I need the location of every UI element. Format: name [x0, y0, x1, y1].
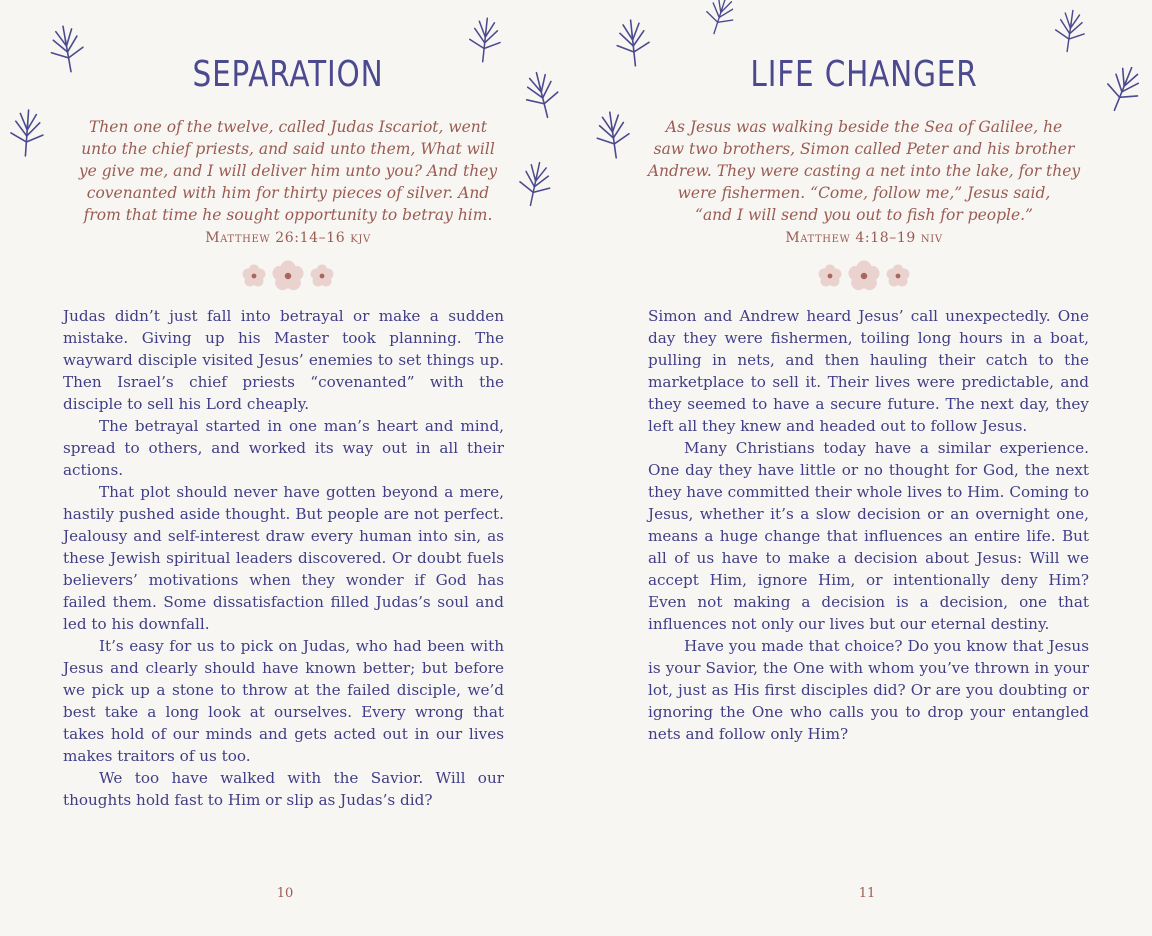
scripture-quote — [0, 116, 576, 250]
verse-line: from that time he sought opportunity to betray him. — [83, 206, 493, 224]
verse-line: “and I will send you out to fish for people.” — [695, 206, 1033, 224]
verse-line: unto the chief priests, and said unto them, What will — [81, 140, 495, 158]
flower-trio-icon — [576, 258, 1152, 298]
page-number: 11 — [858, 886, 876, 901]
verse-line: covenanted with him for thirty pieces of silver. And — [86, 184, 490, 202]
botanical-sprig-icon — [1092, 55, 1152, 122]
verse-line: Andrew. They were casting a net into the lake, for they — [647, 162, 1081, 180]
botanical-sprig-icon — [1049, 4, 1092, 59]
body-paragraph: The betrayal started in one man’s heart and mind, spread to others, and worked its way out in all their actions. — [63, 417, 504, 479]
body-paragraph: Many Christians today have a similar experience. One day they have little or no thought for God, the next they have committed their whole lives to Him. Coming to Jesus, whether it’s a slow decision or an overnight one, means a huge change that influences an entire life. But all of us have to make a decision about Jesus: Will we accept Him, ignore Him, or intentionally deny Him? Even not making a decision is a decision, one that influences not only our lives but our eternal destiny. — [648, 439, 1089, 633]
body-paragraph: It’s easy for us to pick on Judas, who had been with Jesus and clearly should have known better; but before we pick up a stone to throw at the failed disciple, we’d best take a long look at ourselves. Every wrong that takes hold of our minds and gets acted out in our lives makes traitors of us too. — [63, 637, 504, 765]
flower-trio-icon — [0, 258, 576, 298]
verse-line: ye give me, and I will deliver him unto you? And they — [78, 162, 498, 180]
page-title: SEPARATION — [192, 54, 384, 95]
scripture-reference: Matthew 26:14–16 kjv — [205, 230, 371, 246]
scripture-reference: Matthew 4:18–19 niv — [785, 230, 943, 246]
verse-line: As Jesus was walking beside the Sea of Galilee, he — [665, 118, 1063, 136]
devotional-body — [648, 305, 1089, 745]
scripture-quote — [576, 116, 1152, 250]
botanical-sprig-icon — [694, 0, 746, 43]
body-paragraph: Simon and Andrew heard Jesus’ call unexpectedly. One day they were fishermen, toiling long hours in a boat, pulling in nets, and then hauling their catch to the marketplace to sell it. Their lives were predictable, and they seemed to have a secure future. The next day, they left all they knew and headed out to follow Jesus. — [648, 307, 1089, 435]
right-page — [576, 0, 1152, 936]
body-paragraph: Judas didn’t just fall into betrayal or make a sudden mistake. Giving up his Master took planning. The wayward disciple visited Jesus’ enemies to set things up. Then Israel’s chief priests “covenanted” with the disciple to sell his Lord cheaply. — [63, 307, 504, 413]
verse-line: saw two brothers, Simon called Peter and his brother — [653, 140, 1075, 158]
page-title: LIFE CHANGER — [750, 54, 978, 95]
body-paragraph: That plot should never have gotten beyond a mere, hastily pushed aside thought. But people are not perfect. Jealousy and self-interest draw every human into sin, as these Jewish spiritual leaders discovered. Or doubt fuels believers’ motivations when they wonder if God has failed them. Some dissatisfaction filled Judas’s soul and led to his downfall. — [63, 483, 504, 633]
page-number: 10 — [276, 886, 294, 901]
verse-line: were fishermen. “Come, follow me,” Jesus said, — [677, 184, 1051, 202]
body-paragraph: Have you made that choice? Do you know that Jesus is your Savior, the One with whom you’ve thrown in your lot, just as His first disciples did? Or are you doubting or ignoring the One who calls you to drop your entangled nets and follow only Him? — [648, 637, 1089, 743]
body-paragraph: We too have walked with the Savior. Will our thoughts hold fast to Him or slip as Judas’s did? — [63, 769, 504, 809]
devotional-body — [63, 305, 504, 811]
verse-line: Then one of the twelve, called Judas Iscariot, went — [88, 118, 488, 136]
